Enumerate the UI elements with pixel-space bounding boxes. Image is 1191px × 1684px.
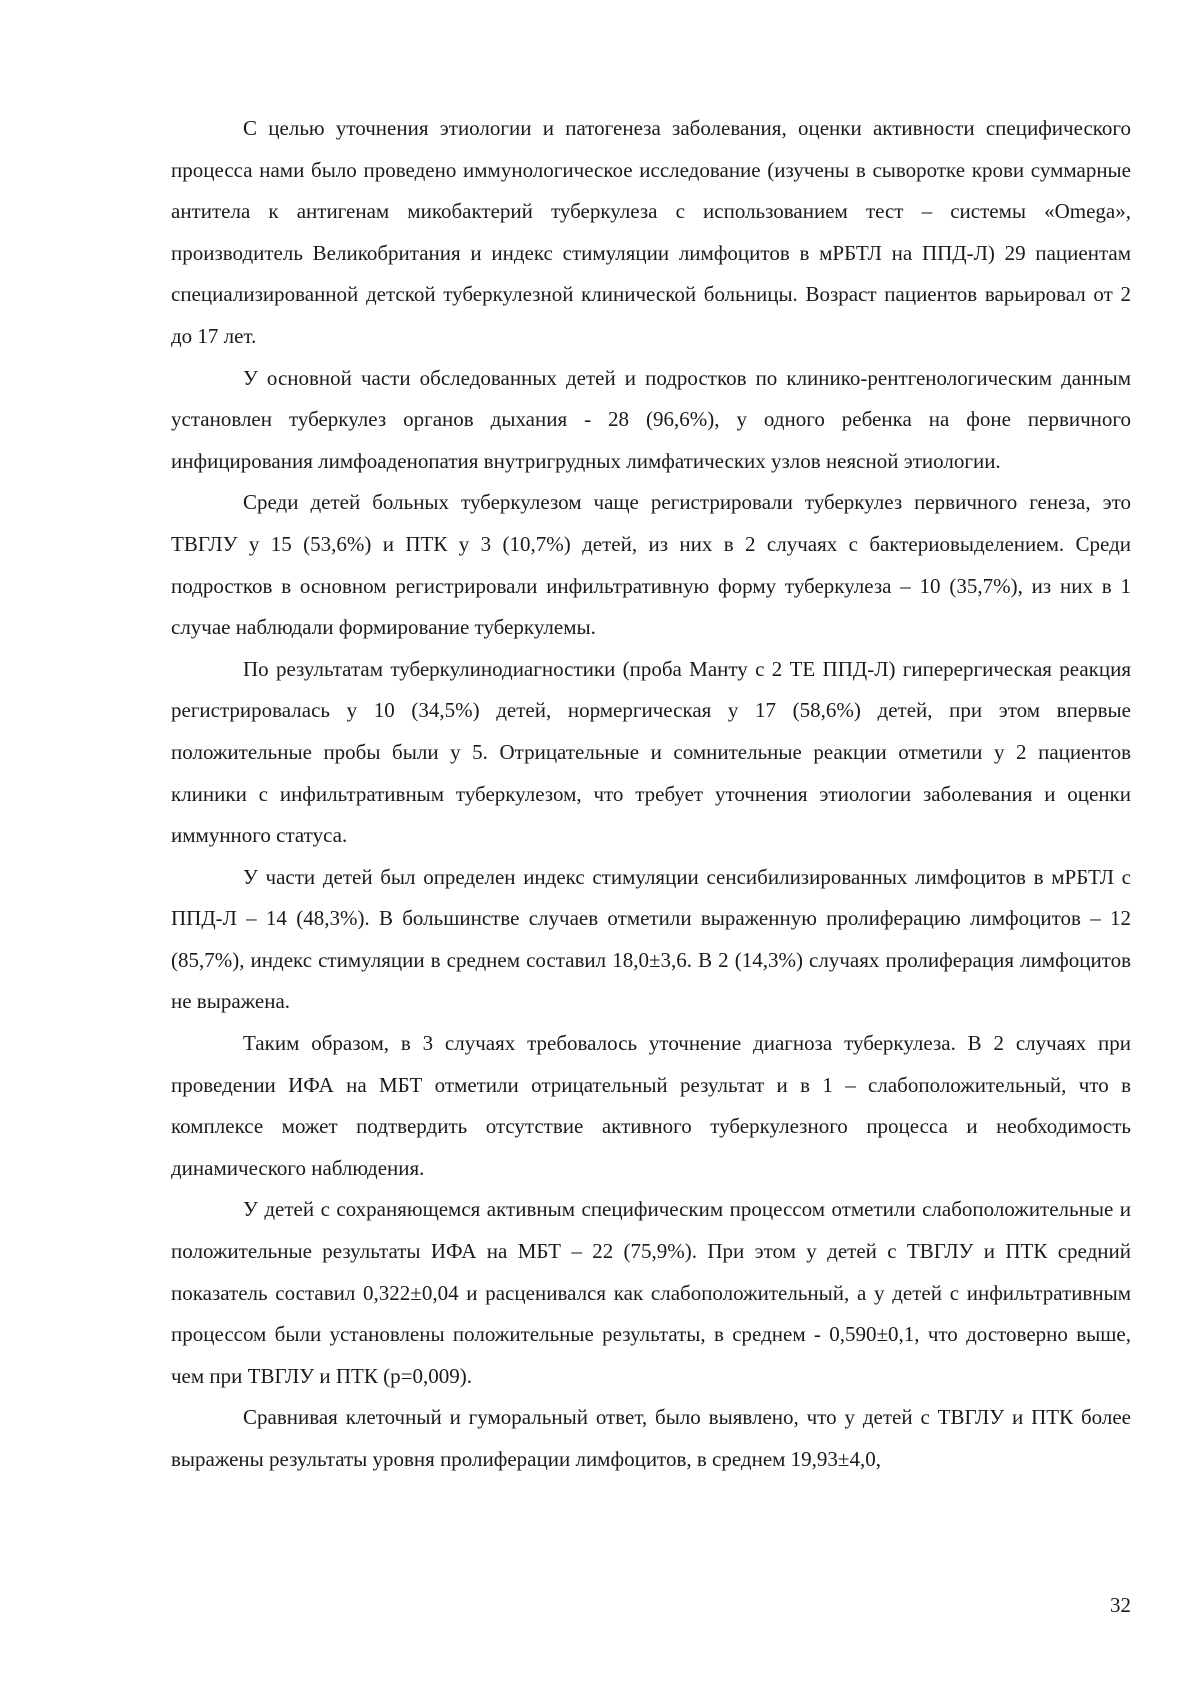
- paragraph: У части детей был определен индекс стимуляции сенсибилизированных лимфоцитов в мРБТЛ с ППД-Л – 14 (48,3%). В большинстве случаев отметили выраженную пролиферацию лимфоцитов – 12 (85,7%), индекс стимуляции в среднем составил 18,0±3,6. В 2 (14,3%) случаях пролиферация лимфоцитов не выражена.: [171, 864, 1131, 1014]
- page-number: 32: [1110, 1593, 1131, 1617]
- paragraph: С целью уточнения этиологии и патогенеза заболевания, оценки активности специфического процесса нами было проведено иммунологическое исследование (изучены в сыворотке крови суммарные антитела к антигенам микобактерий туберкулеза с использованием тест – системы «Omega», производитель Великобритания и индекс стимуляции лимфоцитов в мРБТЛ на ППД-Л) 29 пациентам специализированной детской туберкулезной клинической больницы. Возраст пациентов варьировал от 2 до 17 лет.: [171, 116, 1131, 348]
- paragraph: По результатам туберкулинодиагностики (проба Манту с 2 ТЕ ППД-Л) гиперергическая реакция регистрировалась у 10 (34,5%) детей, нормергическая у 17 (58,6%) детей, при этом впервые положительные пробы были у 5. Отрицательные и сомнительные реакции отметили у 2 пациентов клиники с инфильтративным туберкулезом, что требует уточнения этиологии заболевания и оценки иммунного статуса.: [171, 656, 1131, 848]
- paragraph: У детей с сохраняющемся активным специфическим процессом отметили слабоположительные и положительные результаты ИФА на МБТ – 22 (75,9%). При этом у детей с ТВГЛУ и ПТК средний показатель составил 0,322±0,04 и расценивался как слабоположительный, а у детей с инфильтративным процессом были установлены положительные результаты, в среднем - 0,590±0,1, что достоверно выше, чем при ТВГЛУ и ПТК (p=0,009).: [171, 1197, 1131, 1388]
- paragraph: Сравнивая клеточный и гуморальный ответ, было выявлено, что у детей с ТВГЛУ и ПТК более выражены результаты уровня пролиферации лимфоцитов, в среднем 19,93±4,0,: [171, 1405, 1131, 1471]
- body-text: [171, 108, 1131, 1481]
- paragraph: У основной части обследованных детей и подростков по клинико-рентгенологическим данным установлен туберкулез органов дыхания - 28 (96,6%), у одного ребенка на фоне первичного инфицирования лимфоаденопатия внутригрудных лимфатических узлов неясной этиологии.: [171, 365, 1131, 473]
- paragraph: Таким образом, в 3 случаях требовалось уточнение диагноза туберкулеза. В 2 случаях при проведении ИФА на МБТ отметили отрицательный результат и в 1 – слабоположительный, что в комплексе может подтвердить отсутствие активного туберкулезного процесса и необходимость динамического наблюдения.: [171, 1031, 1131, 1180]
- paragraph: Среди детей больных туберкулезом чаще регистрировали туберкулез первичного генеза, это ТВГЛУ у 15 (53,6%) и ПТК у 3 (10,7%) детей, из них в 2 случаях с бактериовыделением. Среди подростков в основном регистрировали инфильтративную форму туберкулеза – 10 (35,7%), из них в 1 случае наблюдали формирование туберкулемы.: [171, 490, 1131, 640]
